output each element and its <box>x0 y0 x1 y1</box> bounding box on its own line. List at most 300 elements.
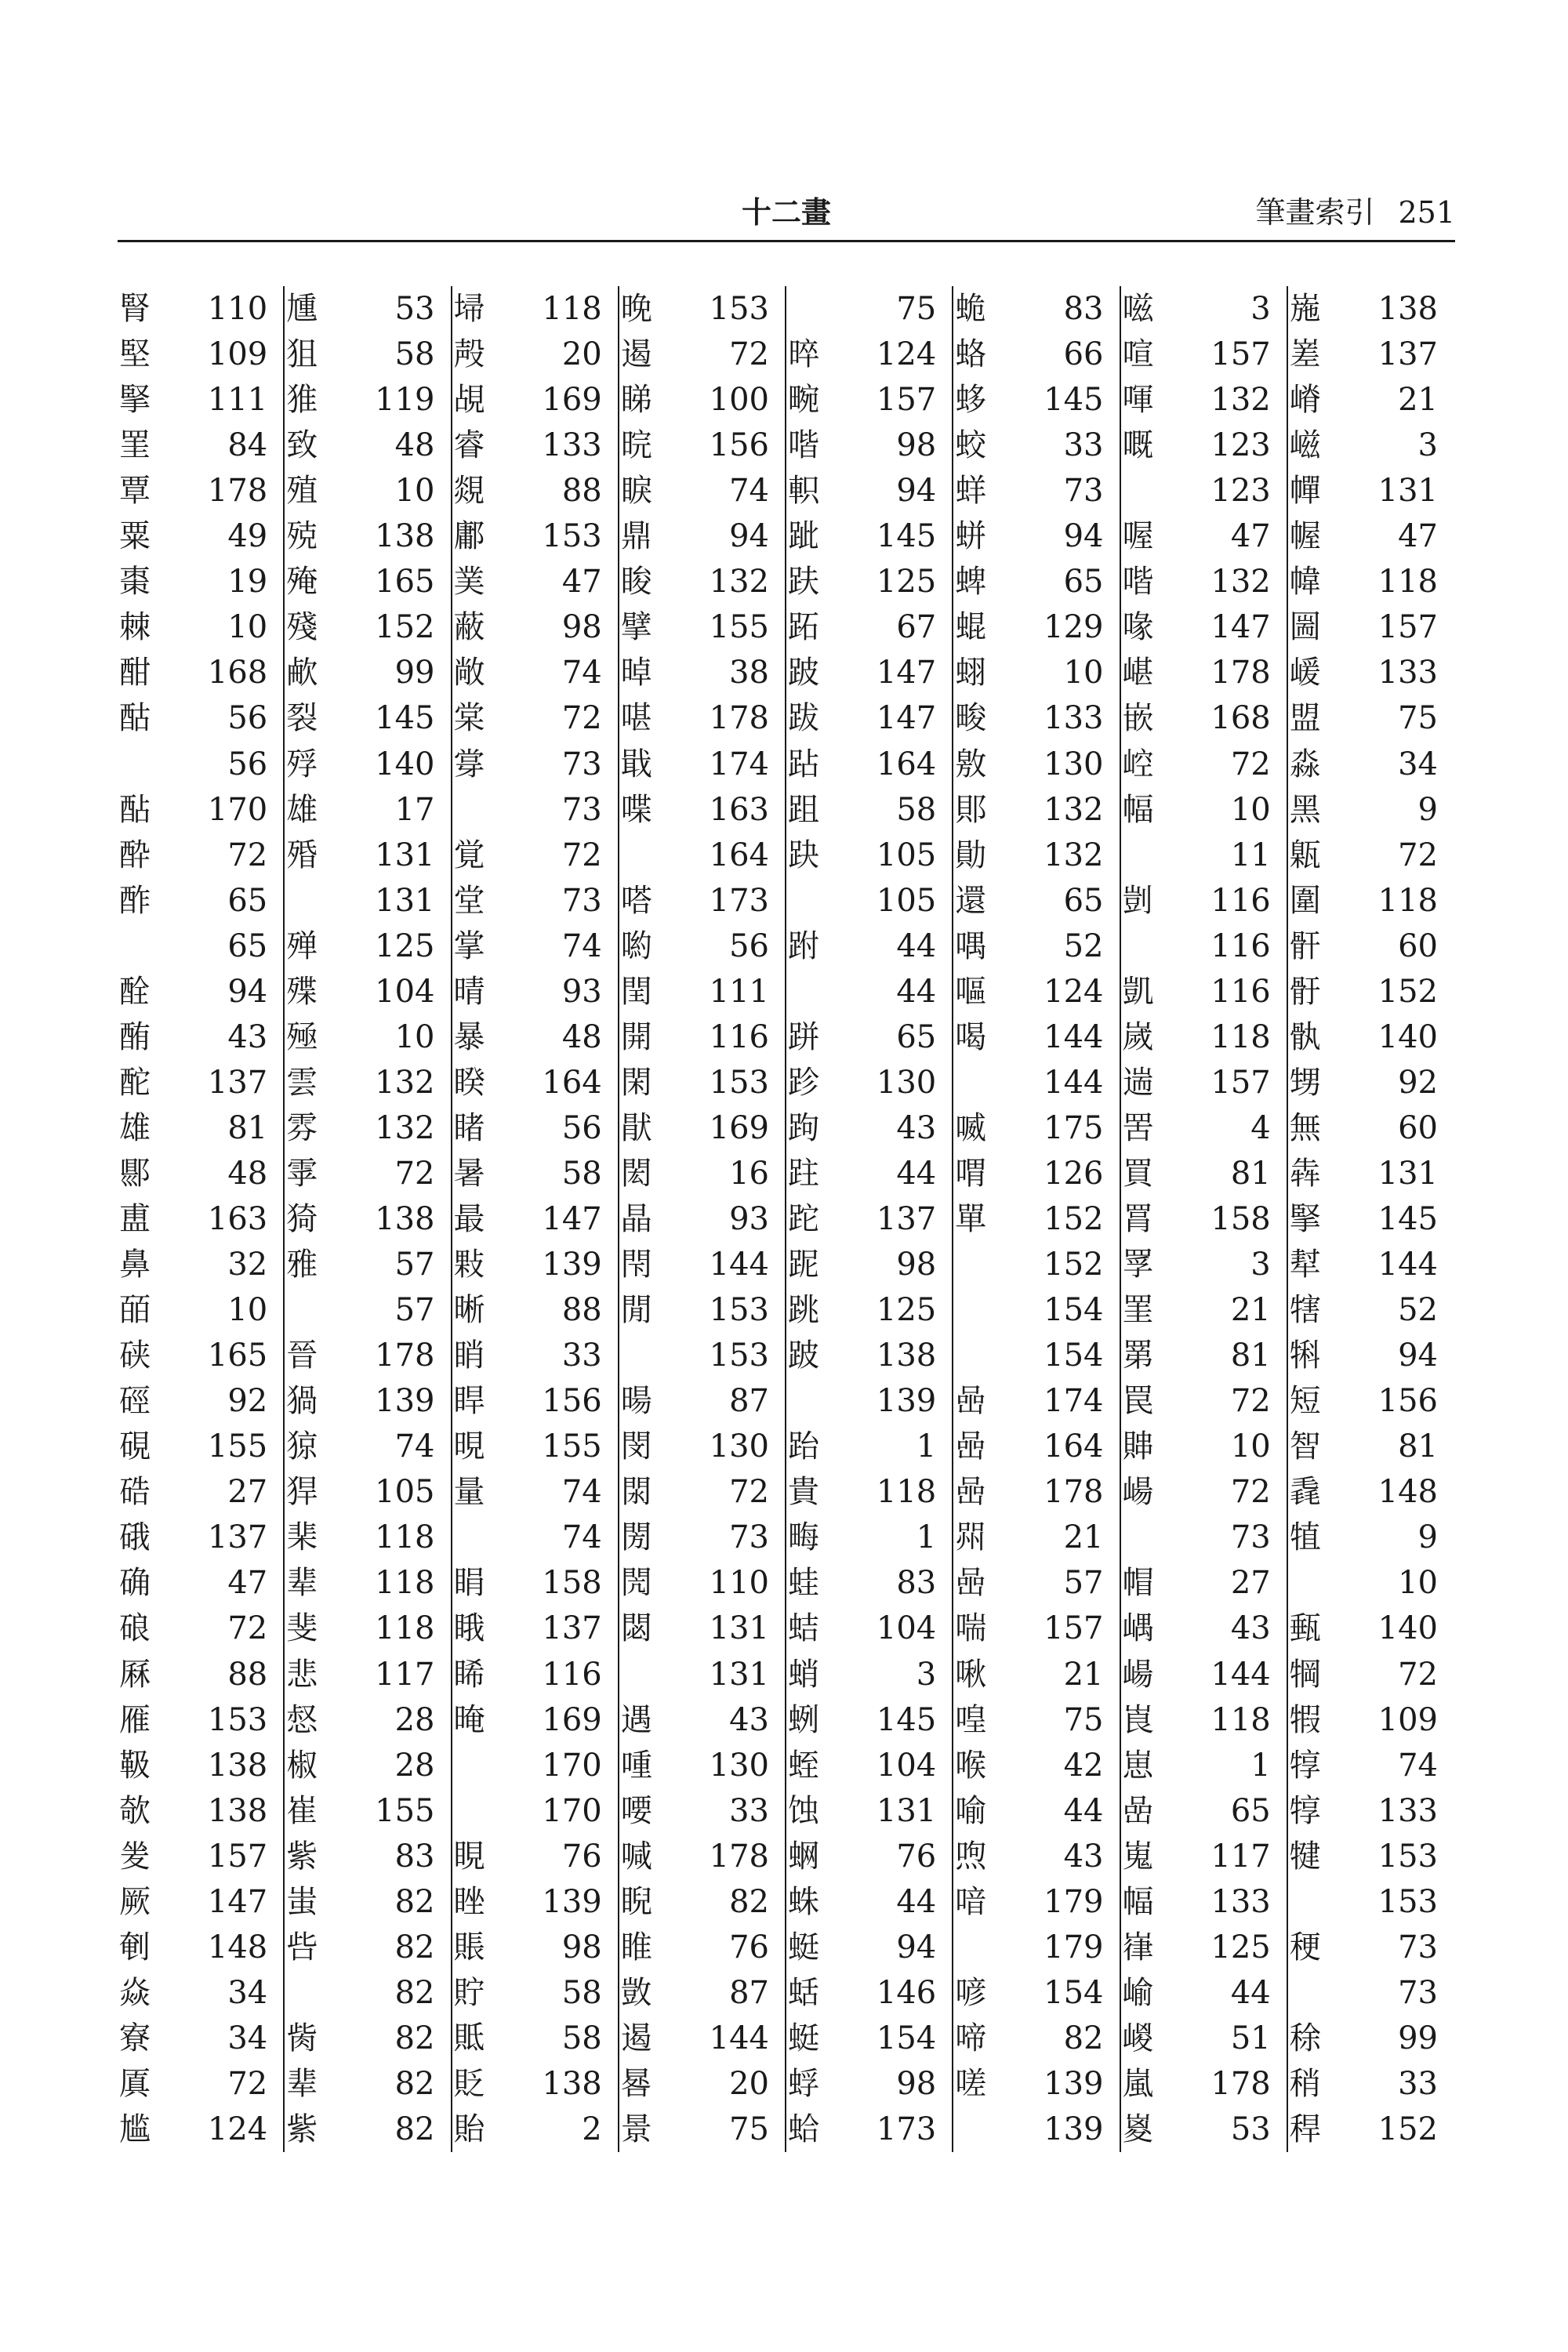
entry-character: 睹 <box>453 1109 485 1146</box>
entry-page-number: 125 <box>876 564 937 601</box>
entry-character: 遏 <box>620 336 652 373</box>
entry-character: 買 <box>1122 1155 1154 1192</box>
entry-character: 犍 <box>1289 1838 1321 1875</box>
index-entry <box>786 514 953 559</box>
entry-page-number: 119 <box>375 382 435 419</box>
entry-page-number: 154 <box>876 2020 937 2056</box>
entry-page-number: 20 <box>729 2065 769 2102</box>
entry-character: 骬 <box>1289 973 1321 1010</box>
index-entry <box>786 742 953 787</box>
entry-page-number: 73 <box>1398 1929 1438 1965</box>
entry-page-number: 65 <box>896 1018 937 1055</box>
index-entry <box>1121 1879 1288 1925</box>
entry-page-number: 164 <box>542 1064 602 1101</box>
index-entry <box>1288 559 1455 604</box>
entry-character: 睿 <box>453 427 485 464</box>
entry-character: 畮 <box>788 1519 819 1556</box>
entry-page-number: 58 <box>896 791 937 828</box>
entry-character: 跔 <box>788 1109 819 1146</box>
entry-page-number: 82 <box>394 2111 435 2147</box>
entry-character: 跕 <box>788 746 819 782</box>
index-entry <box>1288 1105 1455 1151</box>
entry-character: 蛤 <box>788 2111 819 2147</box>
index-entry <box>1121 742 1288 787</box>
index-entry <box>786 286 953 332</box>
index-entry <box>452 423 619 468</box>
entry-character: 辈 <box>286 1565 318 1602</box>
index-entry <box>619 2061 786 2107</box>
entry-character: 喌 <box>955 1519 987 1556</box>
index-entry <box>118 1834 285 1879</box>
entry-page-number: 144 <box>709 2020 769 2056</box>
index-entry <box>118 1697 285 1743</box>
entry-character: 幝 <box>1289 473 1321 510</box>
index-entry <box>619 1515 786 1560</box>
entry-character: 勛 <box>955 837 987 873</box>
entry-page-number: 1 <box>916 1519 937 1556</box>
entry-character: 蚀 <box>788 1792 819 1829</box>
entry-page-number: 118 <box>375 1610 435 1647</box>
entry-character: 郻 <box>119 1155 151 1192</box>
entry-character: 欹 <box>119 1792 151 1829</box>
entry-page-number: 44 <box>896 973 937 1010</box>
entry-page-number: 75 <box>1063 1701 1104 1738</box>
entry-page-number: 147 <box>876 655 937 691</box>
entry-character: 閎 <box>620 1155 652 1192</box>
index-entry <box>452 1606 619 1651</box>
entry-character: 殙 <box>286 837 318 873</box>
entry-page-number: 100 <box>709 382 769 419</box>
entry-page-number: 153 <box>542 518 602 555</box>
entry-character: 淼 <box>1289 746 1321 782</box>
entry-character: 擘 <box>620 609 652 646</box>
entry-character: 尰 <box>286 291 318 327</box>
entry-character: 軹 <box>788 473 819 510</box>
entry-page-number: 138 <box>375 1201 435 1237</box>
entry-page-number: 138 <box>207 1792 268 1829</box>
index-entry <box>452 1879 619 1925</box>
index-entry <box>285 1014 452 1060</box>
entry-page-number: 94 <box>729 518 769 555</box>
entry-page-number: 92 <box>1398 1064 1438 1101</box>
entry-page-number: 51 <box>1230 2020 1271 2056</box>
index-entry <box>786 969 953 1014</box>
index-entry <box>285 2061 452 2107</box>
entry-character: 犉 <box>1289 1747 1321 1784</box>
entry-character: 閏 <box>620 973 652 1010</box>
index-entry <box>118 1242 285 1287</box>
entry-character: 無 <box>1289 1109 1321 1146</box>
index-entry <box>1288 650 1455 695</box>
entry-character: 喝 <box>955 1018 987 1055</box>
index-entry <box>452 2061 619 2107</box>
index-entry <box>1288 2061 1455 2107</box>
index-entry <box>619 1151 786 1196</box>
entry-page-number: 165 <box>375 564 435 601</box>
entry-character: 确 <box>119 1565 151 1602</box>
entry-character: 畯 <box>955 700 987 737</box>
entry-page-number: 110 <box>709 1565 769 1602</box>
entry-character: 跗 <box>788 927 819 964</box>
entry-page-number: 34 <box>227 1974 268 2011</box>
entry-page-number: 82 <box>394 1974 435 2011</box>
entry-character: 菐 <box>453 564 485 601</box>
entry-page-number: 153 <box>709 1292 769 1329</box>
running-head <box>1255 188 1455 231</box>
index-entry <box>953 1788 1120 1834</box>
entry-page-number: 82 <box>394 1883 435 1920</box>
index-entry <box>285 1834 452 1879</box>
entry-character: 辈 <box>286 2065 318 2102</box>
entry-page-number: 152 <box>1377 973 1438 1010</box>
entry-page-number: 74 <box>561 927 602 964</box>
index-entry <box>285 1515 452 1560</box>
index-entry <box>619 1378 786 1424</box>
entry-page-number: 21 <box>1230 1292 1271 1329</box>
entry-page-number: 156 <box>709 427 769 464</box>
entry-character: 畹 <box>788 382 819 419</box>
index-entry <box>118 2061 285 2107</box>
entry-page-number: 72 <box>1398 837 1438 873</box>
entry-page-number: 93 <box>561 973 602 1010</box>
index-entry <box>285 1560 452 1606</box>
entry-page-number: 147 <box>876 700 937 737</box>
entry-page-number: 16 <box>729 1155 769 1192</box>
entry-character: 睅 <box>453 1383 485 1420</box>
index-entry <box>285 1788 452 1834</box>
index-title: 筆畫索引 <box>1255 195 1375 230</box>
entry-character: 敞 <box>453 655 485 691</box>
entry-page-number: 43 <box>896 1109 937 1146</box>
entry-character: 殜 <box>286 973 318 1010</box>
entry-character: 閇 <box>620 1247 652 1283</box>
entry-page-number: 126 <box>1044 1155 1104 1192</box>
entry-character: 蛘 <box>955 473 987 510</box>
entry-character: 雄 <box>119 1109 151 1146</box>
entry-character: 剦 <box>119 1929 151 1965</box>
entry-page-number: 43 <box>1230 1610 1271 1647</box>
index-entry <box>1288 604 1455 650</box>
entry-character: 跙 <box>788 791 819 828</box>
index-entry <box>1121 1743 1288 1788</box>
index-entry <box>452 695 619 741</box>
entry-page-number: 93 <box>729 1201 769 1237</box>
index-entry <box>118 1151 285 1196</box>
entry-character: 稉 <box>1289 1929 1321 1965</box>
entry-character: 酢 <box>119 882 151 919</box>
entry-page-number: 74 <box>394 1428 435 1465</box>
entry-page-number: 1 <box>1250 1747 1271 1784</box>
entry-page-number: 73 <box>729 1519 769 1556</box>
entry-character: 蛙 <box>788 1565 819 1602</box>
entry-character: 晥 <box>620 427 652 464</box>
index-entry <box>452 1834 619 1879</box>
entry-page-number: 139 <box>1044 2065 1104 2102</box>
index-entry <box>1288 1879 1455 1925</box>
entry-page-number: 169 <box>709 1109 769 1146</box>
entry-page-number: 147 <box>207 1883 268 1920</box>
index-column <box>1121 286 1288 2152</box>
index-entry <box>953 833 1120 878</box>
index-entry <box>452 1515 619 1560</box>
entry-character: 紫 <box>286 2111 318 2147</box>
entry-page-number: 47 <box>1230 518 1271 555</box>
entry-page-number: 76 <box>896 1838 937 1875</box>
index-entry <box>118 695 285 741</box>
entry-character: 狙 <box>286 336 318 373</box>
index-entry <box>1288 833 1455 878</box>
index-entry <box>619 833 786 878</box>
index-entry <box>619 332 786 377</box>
entry-character: 酣 <box>119 655 151 691</box>
entry-page-number: 169 <box>542 1701 602 1738</box>
entry-page-number: 137 <box>1377 336 1438 373</box>
entry-character: 殍 <box>286 746 318 782</box>
index-entry <box>1121 969 1288 1014</box>
index-entry <box>1288 2016 1455 2061</box>
entry-page-number: 60 <box>1398 927 1438 964</box>
entry-character: 幅 <box>1122 791 1154 828</box>
entry-page-number: 156 <box>542 1383 602 1420</box>
index-entry <box>452 1788 619 1834</box>
entry-character: 犎 <box>1289 1247 1321 1283</box>
entry-character: 貽 <box>453 2111 485 2147</box>
entry-character: 喘 <box>955 1610 987 1647</box>
entry-page-number: 105 <box>375 1474 435 1511</box>
index-entry <box>285 1879 452 1925</box>
entry-character: 掔 <box>119 382 151 419</box>
entry-character: 硖 <box>119 1338 151 1374</box>
entry-character: 圍 <box>1289 882 1321 919</box>
index-entry <box>619 1287 786 1333</box>
index-entry <box>1121 650 1288 695</box>
index-entry <box>452 1151 619 1196</box>
index-entry <box>1121 377 1288 423</box>
entry-character: 殖 <box>286 473 318 510</box>
index-entry <box>1288 1788 1455 1834</box>
entry-page-number: 43 <box>1063 1838 1104 1875</box>
entry-page-number: 72 <box>729 336 769 373</box>
entry-character: 喦 <box>955 1428 987 1465</box>
entry-character: 睙 <box>620 473 652 510</box>
entry-character: 嵗 <box>1122 1018 1154 1055</box>
entry-page-number: 118 <box>1377 564 1438 601</box>
entry-character: 罟 <box>1122 1109 1154 1146</box>
entry-page-number: 88 <box>561 473 602 510</box>
entry-page-number: 75 <box>1398 700 1438 737</box>
entry-page-number: 157 <box>1210 336 1271 373</box>
entry-page-number: 137 <box>207 1064 268 1101</box>
index-entry <box>1121 1788 1288 1834</box>
index-entry <box>619 1060 786 1105</box>
entry-character: 犆 <box>1289 1519 1321 1556</box>
index-entry <box>1288 969 1455 1014</box>
entry-character: 盙 <box>119 1201 151 1237</box>
index-entry <box>118 1196 285 1242</box>
entry-character: 嗟 <box>955 2065 987 2102</box>
index-entry <box>1288 1014 1455 1060</box>
entry-character: 罠 <box>1122 1383 1154 1420</box>
entry-character: 猧 <box>286 1383 318 1420</box>
entry-character: 閖 <box>620 1474 652 1511</box>
index-entry <box>1288 1060 1455 1105</box>
entry-page-number: 118 <box>542 291 602 327</box>
index-entry <box>118 650 285 695</box>
index-column <box>786 286 953 2152</box>
index-column <box>452 286 619 2152</box>
index-entry <box>452 742 619 787</box>
index-entry <box>786 1060 953 1105</box>
entry-page-number: 144 <box>1044 1018 1104 1055</box>
entry-page-number: 178 <box>1210 2065 1271 2102</box>
entry-character: 嵴 <box>1289 382 1321 419</box>
index-entry <box>285 878 452 924</box>
entry-character: 埽 <box>453 291 485 327</box>
entry-character: 骫 <box>1289 1018 1321 1055</box>
entry-character: 腎 <box>119 291 151 327</box>
entry-page-number: 21 <box>1063 1519 1104 1556</box>
entry-character: 崳 <box>1122 1974 1154 2011</box>
entry-page-number: 154 <box>1044 1974 1104 2011</box>
entry-page-number: 118 <box>1210 1018 1271 1055</box>
entry-character: 睄 <box>453 1338 485 1374</box>
entry-character: 帽 <box>1122 1565 1154 1602</box>
entry-page-number: 118 <box>375 1565 435 1602</box>
entry-page-number: 43 <box>729 1701 769 1738</box>
index-entry <box>285 969 452 1014</box>
entry-page-number: 3 <box>1417 427 1438 464</box>
entry-page-number: 81 <box>227 1109 268 1146</box>
entry-character: 閑 <box>620 1064 652 1101</box>
entry-page-number: 104 <box>876 1747 937 1784</box>
entry-character: 喉 <box>955 1747 987 1784</box>
index-entry <box>285 1378 452 1424</box>
index-entry <box>953 1879 1120 1925</box>
entry-page-number: 164 <box>1044 1428 1104 1465</box>
entry-page-number: 144 <box>709 1247 769 1283</box>
entry-page-number: 42 <box>1063 1747 1104 1784</box>
entry-character: 殸 <box>453 336 485 373</box>
entry-page-number: 72 <box>227 2065 268 2102</box>
index-entry <box>1288 332 1455 377</box>
entry-character: 喠 <box>620 1747 652 1784</box>
entry-page-number: 164 <box>876 746 937 782</box>
index-entry <box>1288 423 1455 468</box>
entry-page-number: 131 <box>375 882 435 919</box>
entry-page-number: 99 <box>394 655 435 691</box>
entry-page-number: 48 <box>227 1155 268 1192</box>
index-entry <box>786 1879 953 1925</box>
index-entry <box>285 1652 452 1697</box>
page-number: 251 <box>1398 195 1455 230</box>
entry-page-number: 44 <box>896 1155 937 1192</box>
entry-character: 鼎 <box>620 518 652 555</box>
entry-character: 罣 <box>119 427 151 464</box>
index-entry <box>786 1151 953 1196</box>
index-entry <box>1121 1378 1288 1424</box>
entry-character: 暑 <box>453 1155 485 1192</box>
index-entry <box>285 1970 452 2016</box>
entry-page-number: 72 <box>394 1155 435 1192</box>
index-entry <box>786 2107 953 2152</box>
index-entry <box>285 833 452 878</box>
entry-character: 覘 <box>453 382 485 419</box>
entry-character: 雄 <box>286 791 318 828</box>
entry-character: 喈 <box>788 427 819 464</box>
entry-page-number: 133 <box>1377 655 1438 691</box>
index-entry <box>953 1014 1120 1060</box>
index-entry <box>619 1652 786 1697</box>
entry-character: 嵕 <box>1122 2020 1154 2056</box>
index-entry <box>786 1333 953 1378</box>
page-header <box>118 188 1455 235</box>
entry-character: 鼻 <box>119 1247 151 1283</box>
entry-character: 猄 <box>286 1428 318 1465</box>
entry-page-number: 178 <box>1044 1474 1104 1511</box>
entry-character: 蛧 <box>788 1838 819 1875</box>
entry-page-number: 163 <box>709 791 769 828</box>
entry-page-number: 164 <box>709 837 769 873</box>
entry-character: 殛 <box>286 1018 318 1055</box>
entry-page-number: 173 <box>876 2111 937 2147</box>
entry-character: 睋 <box>453 1610 485 1647</box>
entry-character: 崺 <box>1289 291 1321 327</box>
index-entry <box>118 1287 285 1333</box>
index-entry <box>1288 1242 1455 1287</box>
entry-page-number: 147 <box>1210 609 1271 646</box>
index-entry <box>786 1788 953 1834</box>
index-entry <box>1288 1652 1455 1697</box>
entry-character: 呰 <box>286 1929 318 1965</box>
index-entry <box>1288 377 1455 423</box>
entry-character: 戢 <box>620 746 652 782</box>
index-entry <box>1121 1560 1288 1606</box>
entry-character: 犉 <box>1289 1792 1321 1829</box>
entry-page-number: 98 <box>896 1247 937 1283</box>
entry-character: 晛 <box>453 1428 485 1465</box>
entry-character: 雽 <box>286 1155 318 1192</box>
entry-page-number: 56 <box>561 1109 602 1146</box>
entry-character: 猚 <box>286 382 318 419</box>
index-entry <box>786 1925 953 1970</box>
entry-page-number: 44 <box>896 927 937 964</box>
index-entry <box>1121 1970 1288 2016</box>
index-entry <box>786 423 953 468</box>
header-rule <box>118 240 1455 242</box>
index-entry <box>118 1378 285 1424</box>
entry-character: 棗 <box>119 564 151 601</box>
index-entry <box>285 1242 452 1287</box>
entry-page-number: 3 <box>1250 291 1271 327</box>
entry-character: 幃 <box>1289 564 1321 601</box>
index-entry <box>1121 2016 1288 2061</box>
index-entry <box>1121 878 1288 924</box>
entry-page-number: 88 <box>561 1292 602 1329</box>
index-entry <box>118 1560 285 1606</box>
entry-page-number: 82 <box>394 2020 435 2056</box>
entry-page-number: 3 <box>1250 1247 1271 1283</box>
entry-character: 跛 <box>788 1338 819 1374</box>
entry-character: 喔 <box>1122 518 1154 555</box>
entry-character: 喭 <box>955 1974 987 2011</box>
entry-character: 晴 <box>453 973 485 1010</box>
entry-page-number: 148 <box>1377 1474 1438 1511</box>
entry-page-number: 58 <box>561 1974 602 2011</box>
index-entry <box>786 1515 953 1560</box>
entry-page-number: 75 <box>896 291 937 327</box>
index-entry <box>452 969 619 1014</box>
entry-character: 酟 <box>119 791 151 828</box>
